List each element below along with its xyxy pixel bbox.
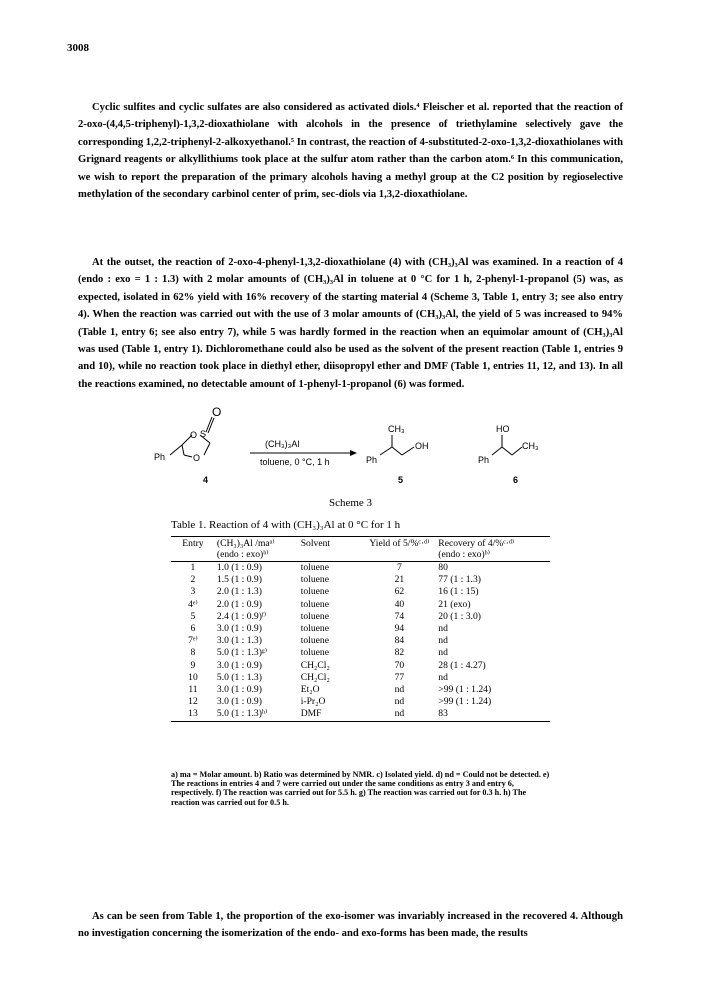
cell-entry: 3 — [190, 586, 196, 598]
cell-yield: 62 — [394, 586, 405, 598]
cell-solvent: DMF — [300, 708, 322, 720]
header-recovery-sub: (endo : exo)ᵇ⁾ — [438, 549, 490, 560]
table-row — [171, 623, 550, 635]
cell-molar-amount: 2.0 (1 : 1.3) — [216, 586, 262, 598]
table-header-row — [171, 537, 550, 562]
cell-yield: nd — [394, 708, 405, 720]
compound-label-6: 6 — [513, 475, 519, 485]
cell-yield: 84 — [394, 635, 405, 647]
cell-yield: 21 — [394, 574, 405, 586]
cell-recovery: 80 — [438, 562, 448, 573]
cell-molar-amount: 5.0 (1 : 1.3) — [216, 671, 262, 683]
atom-o-exo: O — [212, 405, 222, 419]
cell-molar-amount: 5.0 (1 : 1.3)ᵍ⁾ — [216, 647, 268, 659]
cell-recovery: nd — [438, 623, 448, 635]
table-caption: Table 1. Reaction of 4 with (CH₃)₃Al at 0 °C for 1 h — [171, 519, 401, 531]
atom-oh-5: OH — [415, 441, 429, 451]
cell-solvent: i-Pr₂O — [300, 696, 326, 708]
cell-entry: 1 — [190, 562, 196, 573]
cell-entry: 7ᵉ⁾ — [188, 635, 198, 647]
cell-entry: 8 — [190, 647, 196, 659]
results-table-container — [171, 536, 550, 722]
table-row — [171, 635, 550, 647]
reaction-scheme — [140, 405, 570, 495]
cell-entry: 5 — [190, 610, 196, 622]
header-molar-amount: (CH₃)₃Al /maᵃ⁾ (endo : exo)ᵇ⁾ — [216, 538, 275, 560]
cell-molar-amount: 3.0 (1 : 0.9) — [216, 684, 262, 696]
cell-entry: 12 — [188, 696, 198, 708]
paragraph-discussion: As can be seen from Table 1, the proportion of the exo-isomer was invariably increased in the recovered 4. Although no investigation concerning the isomerization of the endo- and exo-forms has been made, the results — [78, 911, 623, 940]
header-recovery: Recovery of 4/%ᶜ·ᵈ⁾ (endo : exo)ᵇ⁾ — [438, 538, 515, 560]
compound-5-structure — [380, 435, 414, 455]
atom-o-ring-top: O — [190, 430, 198, 440]
reagent-label: (CH₃)₃Al — [265, 439, 300, 449]
cell-solvent: toluene — [300, 610, 329, 622]
cell-recovery: >99 (1 : 1.24) — [438, 684, 492, 696]
cell-solvent: toluene — [300, 647, 329, 659]
cell-recovery: nd — [438, 647, 448, 659]
cell-molar-amount: 1.5 (1 : 0.9) — [216, 574, 262, 586]
cell-solvent: toluene — [300, 586, 329, 598]
header-yield: Yield of 5/%ᶜ·ᵈ⁾ — [369, 538, 430, 549]
cell-entry: 13 — [188, 708, 198, 720]
header-molar-amount-sub: (endo : exo)ᵇ⁾ — [216, 549, 269, 560]
table-row — [171, 611, 550, 623]
paragraph-results: At the outset, the reaction of 2-oxo-4-phenyl-1,3,2-dioxathiolane (4) with (CH₃)₃Al was examined. In a reaction of 4 (endo : exo = 1 : 1.3) with 2 molar amounts of (CH₃)₃Al in toluene at 0 °C for 1 h, 2-phenyl-1-propanol (5) was, as expected, isolated in 62% yield with 16% recovery of the starting material 4 (Scheme 3, Table 1, entry 3; see also entry 4). When the reaction was carried out with the use of 3 molar amounts of (CH₃)₃Al, the yield of 5 was increased to 94% (Table 1, entry 6; see also entry 7), while 5 was hardly formed in the reaction when an equimolar amount of (CH₃)₃Al was used (Table 1, entry 1). Dichloromethane could also be used as the solvent of the present reaction (Table 1, entries 9 and 10), while no reaction took place in diethyl ether, diisopropyl ether and DMF (Table 1, entries 11, 12, and 13). In all the reactions examined, no detectable amount of 1-phenyl-1-propanol (6) was formed. — [78, 257, 623, 390]
table-footnotes: a) ma = Molar amount. b) Ratio was determined by NMR. c) Isolated yield. d) nd = Could not be detected. e) The reactions in entries 4 and 7 were carried out under the same conditions as entry 3 and entry 6, respectively. f) The reaction was carried out for 5.5 h. g) The reaction was carried out for 0.3 h. h) The reaction was carried out for 0.5 h. — [171, 770, 550, 807]
cell-yield: 94 — [394, 623, 405, 635]
table-row — [171, 708, 550, 721]
cell-solvent: toluene — [300, 574, 329, 586]
cell-recovery: nd — [438, 671, 448, 683]
page-number: 3008 — [67, 42, 89, 54]
table-body — [171, 562, 550, 722]
cell-entry: 11 — [188, 684, 198, 696]
cell-molar-amount: 2.4 (1 : 0.9)ᶠ⁾ — [216, 610, 267, 622]
cell-solvent: toluene — [300, 623, 329, 635]
cell-solvent: toluene — [300, 598, 329, 610]
cell-yield: nd — [394, 684, 405, 696]
cell-molar-amount: 5.0 (1 : 1.3)ʰ⁾ — [216, 708, 268, 720]
header-entry: Entry — [182, 538, 204, 549]
table-row — [171, 586, 550, 598]
cell-recovery: 83 — [438, 708, 448, 720]
atom-s: S — [200, 429, 207, 439]
cell-recovery: nd — [438, 635, 448, 647]
table-row — [171, 562, 550, 575]
cell-yield: 7 — [397, 562, 402, 573]
compound-label-5: 5 — [398, 475, 404, 485]
cell-entry: 6 — [190, 623, 196, 635]
atom-o-ring-bottom: O — [193, 453, 201, 463]
cell-molar-amount: 3.0 (1 : 0.9) — [216, 659, 262, 671]
scheme-drawing — [140, 405, 570, 495]
cell-solvent: Et₂O — [300, 684, 320, 696]
cell-recovery: 20 (1 : 3.0) — [438, 610, 481, 622]
atom-ch3-5: CH₃ — [388, 424, 405, 434]
scheme-caption: Scheme 3 — [328, 497, 373, 509]
paragraph-intro: Cyclic sulfites and cyclic sulfates are also considered as activated diols.⁴ Fleischer et al. reported that the reaction of 2-oxo-(4,4,5-triphenyl)-1,3,2-dioxathiolane with alcohols in the presence of triethylamine selectively gave the corresponding 1,2,2-triphenyl-2-alkoxyethanol.⁵ In contrast, the reaction of 4-substituted-2-oxo-1,3,2-dioxathiolanes with Grignard reagents or alkyllithiums took place at the sulfur atom rather than the carbon atom.⁶ In this communication, we wish to report the preparation of the primary alcohols having a methyl group at the C2 position by regioselective methylation of the secondary carbinol center of prim, sec-diols via 1,3,2-dioxathiolane. — [78, 102, 623, 201]
results-table — [171, 536, 550, 722]
cell-molar-amount: 3.0 (1 : 1.3) — [216, 635, 262, 647]
cell-molar-amount: 3.0 (1 : 0.9) — [216, 623, 262, 635]
cell-entry: 4ᵉ⁾ — [188, 598, 198, 610]
cell-solvent: toluene — [300, 635, 329, 647]
cell-solvent: CH₂Cl₂ — [300, 671, 330, 683]
cell-solvent: CH₂Cl₂ — [300, 659, 330, 671]
cell-recovery: 77 (1 : 1.3) — [438, 574, 481, 586]
cell-recovery: >99 (1 : 1.24) — [438, 696, 492, 708]
arrow-head-icon — [350, 450, 357, 456]
table-row — [171, 684, 550, 696]
table-row — [171, 696, 550, 708]
atom-ch3-6: CH₃ — [522, 441, 539, 451]
cell-yield: 74 — [394, 610, 405, 622]
cell-yield: 82 — [394, 647, 405, 659]
atom-ho-6: HO — [496, 424, 510, 434]
cell-molar-amount: 1.0 (1 : 0.9) — [216, 562, 262, 573]
table-row — [171, 647, 550, 659]
cell-entry: 9 — [190, 659, 196, 671]
cell-entry: 2 — [190, 574, 196, 586]
compound-label-4: 4 — [203, 475, 209, 485]
cell-solvent: toluene — [300, 562, 329, 573]
header-solvent: Solvent — [300, 538, 331, 549]
cell-recovery: 21 (exo) — [438, 598, 471, 610]
atom-ph-6: Ph — [478, 455, 490, 465]
cell-yield: 40 — [394, 598, 405, 610]
cell-recovery: 16 (1 : 15) — [438, 586, 479, 598]
table-row — [171, 672, 550, 684]
cell-molar-amount: 3.0 (1 : 0.9) — [216, 696, 262, 708]
cell-yield: 77 — [394, 671, 405, 683]
table-row — [171, 599, 550, 611]
cell-molar-amount: 2.0 (1 : 0.9) — [216, 598, 262, 610]
cell-yield: 70 — [394, 659, 405, 671]
cell-yield: nd — [394, 696, 405, 708]
compound-6-structure — [492, 435, 522, 455]
atom-ph-4: Ph — [154, 452, 166, 462]
atom-ph-5: Ph — [366, 455, 378, 465]
conditions-label: toluene, 0 °C, 1 h — [260, 457, 330, 467]
cell-recovery: 28 (1 : 4.27) — [438, 659, 486, 671]
table-row — [171, 660, 550, 672]
cell-entry: 10 — [188, 671, 198, 683]
table-row — [171, 574, 550, 586]
